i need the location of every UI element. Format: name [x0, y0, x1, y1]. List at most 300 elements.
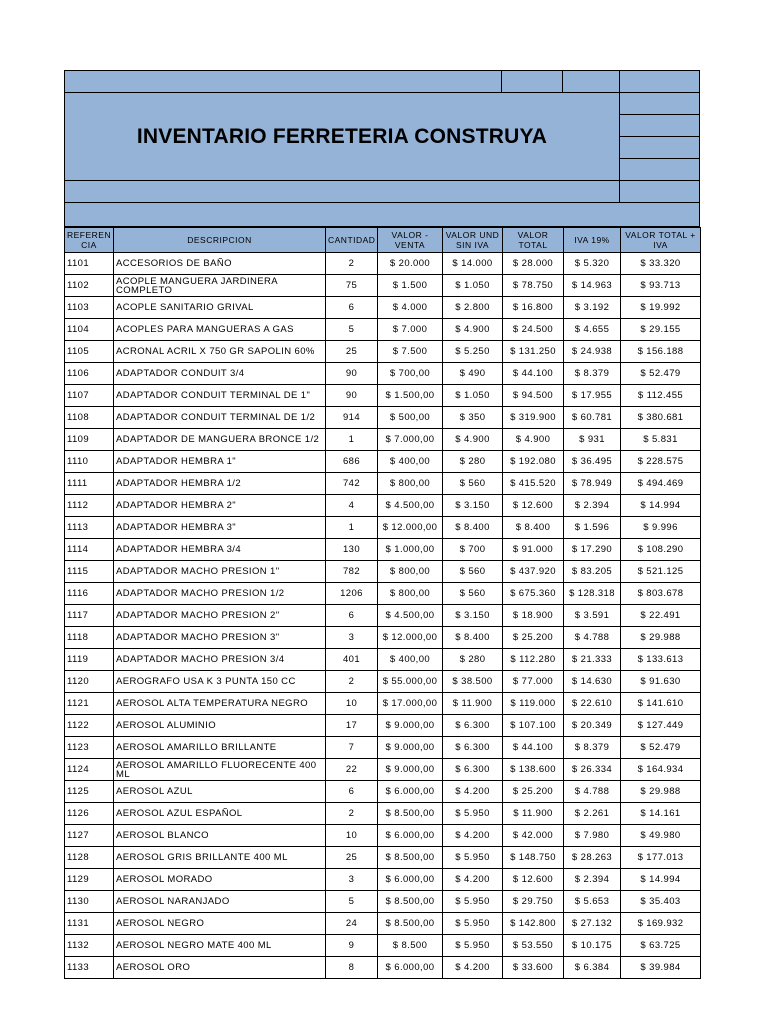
cell-qty[interactable]: 5 [326, 891, 378, 913]
cell-iva[interactable]: $ 2.394 [564, 495, 621, 517]
cell-sin-iva[interactable]: $ 1.050 [443, 275, 503, 297]
cell-iva[interactable]: $ 3.591 [564, 605, 621, 627]
cell-total[interactable]: $ 12.600 [503, 495, 564, 517]
cell-qty[interactable]: 6 [326, 605, 378, 627]
cell-total[interactable]: $ 29.750 [503, 891, 564, 913]
cell-iva[interactable]: $ 78.949 [564, 473, 621, 495]
cell-qty[interactable]: 17 [326, 715, 378, 737]
cell-desc[interactable]: ADAPTADOR MACHO PRESION 3/4 [114, 649, 326, 671]
cell-total[interactable]: $ 131.250 [503, 341, 564, 363]
cell-sin-iva[interactable]: $ 5.950 [443, 891, 503, 913]
cell-venta[interactable]: $ 800,00 [378, 561, 443, 583]
cell[interactable] [620, 181, 700, 203]
cell-qty[interactable]: 742 [326, 473, 378, 495]
column-header-ref[interactable]: REFEREN CIA [65, 228, 114, 253]
cell-ref[interactable]: 1117 [65, 605, 114, 627]
cell-sin-iva[interactable]: $ 3.150 [443, 495, 503, 517]
cell-total[interactable]: $ 112.280 [503, 649, 564, 671]
cell-venta[interactable]: $ 20.000 [378, 253, 443, 275]
cell-total-iva[interactable]: $ 29.988 [621, 781, 701, 803]
cell-venta[interactable]: $ 700,00 [378, 363, 443, 385]
cell[interactable] [620, 159, 700, 181]
cell-qty[interactable]: 22 [326, 759, 378, 781]
column-header-desc[interactable]: DESCRIPCION [114, 228, 326, 253]
cell-iva[interactable]: $ 17.955 [564, 385, 621, 407]
cell-ref[interactable]: 1113 [65, 517, 114, 539]
cell-iva[interactable]: $ 3.192 [564, 297, 621, 319]
cell-qty[interactable]: 5 [326, 319, 378, 341]
cell-total-iva[interactable]: $ 141.610 [621, 693, 701, 715]
cell-qty[interactable]: 2 [326, 253, 378, 275]
cell-sin-iva[interactable]: $ 280 [443, 451, 503, 473]
cell-ref[interactable]: 1112 [65, 495, 114, 517]
cell-desc[interactable]: ADAPTADOR CONDUIT 3/4 [114, 363, 326, 385]
cell-sin-iva[interactable]: $ 14.000 [443, 253, 503, 275]
cell-venta[interactable]: $ 6.000,00 [378, 869, 443, 891]
cell-desc[interactable]: AEROSOL GRIS BRILLANTE 400 ML [114, 847, 326, 869]
title-cell[interactable] [64, 93, 620, 181]
cell-iva[interactable]: $ 6.384 [564, 957, 621, 979]
table-row [65, 759, 701, 781]
cell-sin-iva[interactable]: $ 8.400 [443, 627, 503, 649]
column-header-total[interactable]: VALOR TOTAL [503, 228, 564, 253]
cell-sin-iva[interactable]: $ 280 [443, 649, 503, 671]
cell-total[interactable]: $ 33.600 [503, 957, 564, 979]
cell-qty[interactable]: 10 [326, 693, 378, 715]
cell-iva[interactable]: $ 8.379 [564, 737, 621, 759]
cell-iva[interactable]: $ 21.333 [564, 649, 621, 671]
cell-ref[interactable]: 1102 [65, 275, 114, 297]
cell-venta[interactable]: $ 1.500,00 [378, 385, 443, 407]
cell-desc[interactable]: ADAPTADOR HEMBRA 3/4 [114, 539, 326, 561]
column-header-iva[interactable]: IVA 19% [564, 228, 621, 253]
cell-ref[interactable]: 1107 [65, 385, 114, 407]
cell-sin-iva[interactable]: $ 700 [443, 539, 503, 561]
cell-iva[interactable]: $ 5.320 [564, 253, 621, 275]
cell-sin-iva[interactable]: $ 5.950 [443, 803, 503, 825]
cell-desc[interactable]: AEROSOL AZUL ESPAÑOL [114, 803, 326, 825]
cell-total-iva[interactable]: $ 35.403 [621, 891, 701, 913]
cell-total-iva[interactable]: $ 93.713 [621, 275, 701, 297]
cell-iva[interactable]: $ 2.394 [564, 869, 621, 891]
cell-sin-iva[interactable]: $ 38.500 [443, 671, 503, 693]
cell-ref[interactable]: 1133 [65, 957, 114, 979]
cell-iva[interactable]: $ 14.963 [564, 275, 621, 297]
cell-sin-iva[interactable]: $ 6.300 [443, 715, 503, 737]
cell-qty[interactable]: 401 [326, 649, 378, 671]
cell-iva[interactable]: $ 27.132 [564, 913, 621, 935]
cell-desc[interactable]: AEROSOL ALUMINIO [114, 715, 326, 737]
cell-total[interactable]: $ 16.800 [503, 297, 564, 319]
cell-desc[interactable]: ADAPTADOR HEMBRA 3" [114, 517, 326, 539]
cell-qty[interactable]: 90 [326, 363, 378, 385]
cell-venta[interactable]: $ 800,00 [378, 473, 443, 495]
cell-total-iva[interactable]: $ 52.479 [621, 737, 701, 759]
cell-qty[interactable]: 7 [326, 737, 378, 759]
cell-qty[interactable]: 4 [326, 495, 378, 517]
cell-desc[interactable]: ADAPTADOR DE MANGUERA BRONCE 1/2 [114, 429, 326, 451]
cell-ref[interactable]: 1131 [65, 913, 114, 935]
cell[interactable] [502, 71, 563, 93]
cell-total[interactable]: $ 78.750 [503, 275, 564, 297]
cell-sin-iva[interactable]: $ 3.150 [443, 605, 503, 627]
cell-iva[interactable]: $ 14.630 [564, 671, 621, 693]
cell-desc[interactable]: ADAPTADOR MACHO PRESION 3" [114, 627, 326, 649]
cell-total-iva[interactable]: $ 521.125 [621, 561, 701, 583]
cell-total[interactable]: $ 119.000 [503, 693, 564, 715]
cell-venta[interactable]: $ 6.000,00 [378, 781, 443, 803]
cell-ref[interactable]: 1125 [65, 781, 114, 803]
cell-desc[interactable]: ADAPTADOR CONDUIT TERMINAL DE 1/2 [114, 407, 326, 429]
cell-total[interactable]: $ 437.920 [503, 561, 564, 583]
cell-venta[interactable]: $ 17.000,00 [378, 693, 443, 715]
table-row [65, 781, 701, 803]
cell-total[interactable]: $ 91.000 [503, 539, 564, 561]
cell-desc[interactable]: ADAPTADOR HEMBRA 1" [114, 451, 326, 473]
cell-ref[interactable]: 1127 [65, 825, 114, 847]
cell-ref[interactable]: 1103 [65, 297, 114, 319]
cell-ref[interactable]: 1126 [65, 803, 114, 825]
cell-ref[interactable]: 1106 [65, 363, 114, 385]
table-row [65, 275, 701, 297]
cell-sin-iva[interactable]: $ 4.200 [443, 825, 503, 847]
cell-ref[interactable]: 1109 [65, 429, 114, 451]
cell-desc[interactable]: ADAPTADOR MACHO PRESION 1" [114, 561, 326, 583]
cell-iva[interactable]: $ 20.349 [564, 715, 621, 737]
cell-sin-iva[interactable]: $ 350 [443, 407, 503, 429]
cell-sin-iva[interactable]: $ 6.300 [443, 737, 503, 759]
cell-total[interactable]: $ 44.100 [503, 737, 564, 759]
cell-qty[interactable]: 6 [326, 781, 378, 803]
cell-desc[interactable]: AEROSOL NEGRO MATE 400 ML [114, 935, 326, 957]
column-header-total-iva[interactable]: VALOR TOTAL + IVA [621, 228, 701, 253]
column-header-row [65, 228, 701, 253]
cell-sin-iva[interactable]: $ 4.200 [443, 781, 503, 803]
cell-ref[interactable]: 1105 [65, 341, 114, 363]
cell-iva[interactable]: $ 1.596 [564, 517, 621, 539]
cell-venta[interactable]: $ 8.500,00 [378, 847, 443, 869]
cell-iva[interactable]: $ 17.290 [564, 539, 621, 561]
title-side-cells [620, 93, 700, 181]
cell-desc[interactable]: ACOPLES PARA MANGUERAS A GAS [114, 319, 326, 341]
column-header-qty[interactable]: CANTIDAD [326, 228, 378, 253]
cell-iva[interactable]: $ 2.261 [564, 803, 621, 825]
cell-iva[interactable]: $ 4.788 [564, 627, 621, 649]
cell-qty[interactable]: 10 [326, 825, 378, 847]
cell-ref[interactable]: 1101 [65, 253, 114, 275]
cell-sin-iva[interactable]: $ 4.900 [443, 319, 503, 341]
cell-sin-iva[interactable]: $ 5.950 [443, 935, 503, 957]
cell-venta[interactable]: $ 6.000,00 [378, 957, 443, 979]
cell-sin-iva[interactable]: $ 560 [443, 473, 503, 495]
cell-desc[interactable]: ACOPLE SANITARIO GRIVAL [114, 297, 326, 319]
cell-qty[interactable]: 3 [326, 869, 378, 891]
cell-sin-iva[interactable]: $ 8.400 [443, 517, 503, 539]
cell-qty[interactable]: 75 [326, 275, 378, 297]
cell-iva[interactable]: $ 5.653 [564, 891, 621, 913]
table-row [65, 869, 701, 891]
cell-total-iva[interactable]: $ 133.613 [621, 649, 701, 671]
cell-total-iva[interactable]: $ 14.994 [621, 869, 701, 891]
cell-total-iva[interactable]: $ 29.155 [621, 319, 701, 341]
cell-venta[interactable]: $ 12.000,00 [378, 627, 443, 649]
cell-iva[interactable]: $ 4.788 [564, 781, 621, 803]
table-row [65, 605, 701, 627]
cell-desc[interactable]: ADAPTADOR CONDUIT TERMINAL DE 1" [114, 385, 326, 407]
cell-sin-iva[interactable]: $ 6.300 [443, 759, 503, 781]
cell-venta[interactable]: $ 6.000,00 [378, 825, 443, 847]
cell-iva[interactable]: $ 83.205 [564, 561, 621, 583]
cell-venta[interactable]: $ 8.500,00 [378, 913, 443, 935]
cell-qty[interactable]: 1206 [326, 583, 378, 605]
cell-desc[interactable]: AEROSOL NARANJADO [114, 891, 326, 913]
cell-total-iva[interactable]: $ 19.992 [621, 297, 701, 319]
cell-total-iva[interactable]: $ 91.630 [621, 671, 701, 693]
cell-ref[interactable]: 1130 [65, 891, 114, 913]
cell-total-iva[interactable]: $ 177.013 [621, 847, 701, 869]
cell-venta[interactable]: $ 55.000,00 [378, 671, 443, 693]
table-row [65, 627, 701, 649]
cell-venta[interactable]: $ 9.000,00 [378, 715, 443, 737]
cell-total[interactable]: $ 142.800 [503, 913, 564, 935]
cell-total[interactable]: $ 25.200 [503, 627, 564, 649]
header-top-row [64, 70, 700, 93]
cell-qty[interactable]: 25 [326, 847, 378, 869]
cell-total-iva[interactable]: $ 156.188 [621, 341, 701, 363]
cell-sin-iva[interactable]: $ 5.950 [443, 913, 503, 935]
cell-desc[interactable]: AEROSOL ALTA TEMPERATURA NEGRO [114, 693, 326, 715]
cell-total[interactable]: $ 675.360 [503, 583, 564, 605]
cell-total-iva[interactable]: $ 169.932 [621, 913, 701, 935]
cell-sin-iva[interactable]: $ 4.200 [443, 957, 503, 979]
cell-qty[interactable]: 2 [326, 803, 378, 825]
cell-sin-iva[interactable]: $ 2.800 [443, 297, 503, 319]
cell-venta[interactable]: $ 9.000,00 [378, 737, 443, 759]
cell-ref[interactable]: 1114 [65, 539, 114, 561]
cell-desc[interactable]: AEROSOL NEGRO [114, 913, 326, 935]
column-header-venta[interactable]: VALOR - VENTA [378, 228, 443, 253]
cell-total-iva[interactable]: $ 803.678 [621, 583, 701, 605]
cell-desc[interactable]: ACRONAL ACRIL X 750 GR SAPOLIN 60% [114, 341, 326, 363]
cell-total[interactable]: $ 18.900 [503, 605, 564, 627]
cell-ref[interactable]: 1119 [65, 649, 114, 671]
cell-ref[interactable]: 1124 [65, 759, 114, 781]
cell-ref[interactable]: 1118 [65, 627, 114, 649]
cell-total-iva[interactable]: $ 63.725 [621, 935, 701, 957]
cell-venta[interactable]: $ 400,00 [378, 649, 443, 671]
cell-total-iva[interactable]: $ 52.479 [621, 363, 701, 385]
cell-qty[interactable]: 130 [326, 539, 378, 561]
cell-ref[interactable]: 1128 [65, 847, 114, 869]
cell-qty[interactable]: 8 [326, 957, 378, 979]
cell-total[interactable]: $ 8.400 [503, 517, 564, 539]
cell-total-iva[interactable]: $ 127.449 [621, 715, 701, 737]
cell-desc[interactable]: ADAPTADOR MACHO PRESION 2" [114, 605, 326, 627]
cell-qty[interactable]: 686 [326, 451, 378, 473]
cell-total[interactable]: $ 25.200 [503, 781, 564, 803]
cell-iva[interactable]: $ 8.379 [564, 363, 621, 385]
cell-total-iva[interactable]: $ 39.984 [621, 957, 701, 979]
cell-total-iva[interactable]: $ 112.455 [621, 385, 701, 407]
cell-iva[interactable]: $ 24.938 [564, 341, 621, 363]
cell-total[interactable]: $ 44.100 [503, 363, 564, 385]
cell-venta[interactable]: $ 8.500 [378, 935, 443, 957]
cell-total-iva[interactable]: $ 380.681 [621, 407, 701, 429]
table-row [65, 495, 701, 517]
cell-desc[interactable]: AEROSOL MORADO [114, 869, 326, 891]
cell-total[interactable]: $ 138.600 [503, 759, 564, 781]
cell-total[interactable]: $ 53.550 [503, 935, 564, 957]
cell-total[interactable]: $ 12.600 [503, 869, 564, 891]
cell-qty[interactable]: 24 [326, 913, 378, 935]
cell[interactable] [563, 71, 620, 93]
cell-ref[interactable]: 1121 [65, 693, 114, 715]
cell-desc[interactable]: ADAPTADOR HEMBRA 1/2 [114, 473, 326, 495]
cell-total[interactable]: $ 28.000 [503, 253, 564, 275]
cell-sin-iva[interactable]: $ 11.900 [443, 693, 503, 715]
cell-total[interactable]: $ 11.900 [503, 803, 564, 825]
cell-total[interactable]: $ 148.750 [503, 847, 564, 869]
cell[interactable] [620, 115, 700, 137]
cell-desc[interactable]: AEROGRAFO USA K 3 PUNTA 150 CC [114, 671, 326, 693]
cell-total[interactable]: $ 94.500 [503, 385, 564, 407]
cell-sin-iva[interactable]: $ 4.200 [443, 869, 503, 891]
cell-venta[interactable]: $ 4.000 [378, 297, 443, 319]
cell-ref[interactable]: 1129 [65, 869, 114, 891]
cell-qty[interactable]: 25 [326, 341, 378, 363]
blank-row[interactable] [64, 203, 700, 227]
cell-venta[interactable]: $ 1.000,00 [378, 539, 443, 561]
cell-venta[interactable]: $ 4.500,00 [378, 495, 443, 517]
cell-total[interactable]: $ 107.100 [503, 715, 564, 737]
cell-total-iva[interactable]: $ 164.934 [621, 759, 701, 781]
cell-total-iva[interactable]: $ 108.290 [621, 539, 701, 561]
cell[interactable] [620, 93, 700, 115]
cell-sin-iva[interactable]: $ 1.050 [443, 385, 503, 407]
cell-sin-iva[interactable]: $ 490 [443, 363, 503, 385]
cell-qty[interactable]: 2 [326, 671, 378, 693]
cell-iva[interactable]: $ 26.334 [564, 759, 621, 781]
cell-qty[interactable]: 914 [326, 407, 378, 429]
cell-total-iva[interactable]: $ 22.491 [621, 605, 701, 627]
table-row [65, 429, 701, 451]
table-row [65, 253, 701, 275]
column-header-sin-iva[interactable]: VALOR UND SIN IVA [443, 228, 503, 253]
cell-qty[interactable]: 3 [326, 627, 378, 649]
cell-desc[interactable]: AEROSOL AMARILLO FLUORECENTE 400 ML [114, 759, 326, 781]
cell-qty[interactable]: 1 [326, 429, 378, 451]
cell-ref[interactable]: 1116 [65, 583, 114, 605]
cell-iva[interactable]: $ 931 [564, 429, 621, 451]
cell-ref[interactable]: 1110 [65, 451, 114, 473]
cell[interactable] [620, 71, 700, 93]
cell-iva[interactable]: $ 36.495 [564, 451, 621, 473]
cell-iva[interactable]: $ 128.318 [564, 583, 621, 605]
cell-ref[interactable]: 1104 [65, 319, 114, 341]
cell-ref[interactable]: 1122 [65, 715, 114, 737]
cell-total[interactable]: $ 42.000 [503, 825, 564, 847]
cell-venta[interactable]: $ 800,00 [378, 583, 443, 605]
cell-desc[interactable]: AEROSOL BLANCO [114, 825, 326, 847]
cell-qty[interactable]: 9 [326, 935, 378, 957]
cell-desc[interactable]: ACCESORIOS DE BAÑO [114, 253, 326, 275]
cell-ref[interactable]: 1115 [65, 561, 114, 583]
cell-total-iva[interactable]: $ 5.831 [621, 429, 701, 451]
cell-qty[interactable]: 6 [326, 297, 378, 319]
cell-venta[interactable]: $ 500,00 [378, 407, 443, 429]
cell-total-iva[interactable]: $ 49.980 [621, 825, 701, 847]
table-row [65, 825, 701, 847]
cell-iva[interactable]: $ 60.781 [564, 407, 621, 429]
cell-venta[interactable]: $ 7.000 [378, 319, 443, 341]
cell-iva[interactable]: $ 22.610 [564, 693, 621, 715]
cell-sin-iva[interactable]: $ 5.250 [443, 341, 503, 363]
cell-desc[interactable]: ADAPTADOR HEMBRA 2" [114, 495, 326, 517]
cell-total[interactable]: $ 415.520 [503, 473, 564, 495]
cell-venta[interactable]: $ 7.500 [378, 341, 443, 363]
spreadsheet [64, 70, 700, 979]
cell-total-iva[interactable]: $ 494.469 [621, 473, 701, 495]
title-block [64, 93, 700, 181]
cell-desc[interactable]: AEROSOL ORO [114, 957, 326, 979]
cell-sin-iva[interactable]: $ 560 [443, 583, 503, 605]
cell-venta[interactable]: $ 4.500,00 [378, 605, 443, 627]
cell-venta[interactable]: $ 7.000,00 [378, 429, 443, 451]
cell-sin-iva[interactable]: $ 4.900 [443, 429, 503, 451]
cell-total-iva[interactable]: $ 14.994 [621, 495, 701, 517]
cell-total-iva[interactable]: $ 33.320 [621, 253, 701, 275]
cell-sin-iva[interactable]: $ 560 [443, 561, 503, 583]
cell-total-iva[interactable]: $ 29.988 [621, 627, 701, 649]
cell-venta[interactable]: $ 8.500,00 [378, 891, 443, 913]
cell-total[interactable]: $ 4.900 [503, 429, 564, 451]
cell-ref[interactable]: 1120 [65, 671, 114, 693]
cell-total[interactable]: $ 24.500 [503, 319, 564, 341]
cell-venta[interactable]: $ 8.500,00 [378, 803, 443, 825]
cell-total[interactable]: $ 319.900 [503, 407, 564, 429]
cell-ref[interactable]: 1111 [65, 473, 114, 495]
cell-total-iva[interactable]: $ 228.575 [621, 451, 701, 473]
cell-ref[interactable]: 1123 [65, 737, 114, 759]
cell-desc[interactable]: AEROSOL AMARILLO BRILLANTE [114, 737, 326, 759]
cell-iva[interactable]: $ 10.175 [564, 935, 621, 957]
cell-desc[interactable]: AEROSOL AZUL [114, 781, 326, 803]
cell-total-iva[interactable]: $ 14.161 [621, 803, 701, 825]
cell-iva[interactable]: $ 7.980 [564, 825, 621, 847]
cell-qty[interactable]: 782 [326, 561, 378, 583]
cell-ref[interactable]: 1108 [65, 407, 114, 429]
cell[interactable] [64, 71, 502, 93]
cell-total[interactable]: $ 192.080 [503, 451, 564, 473]
cell-sin-iva[interactable]: $ 5.950 [443, 847, 503, 869]
cell-venta[interactable]: $ 400,00 [378, 451, 443, 473]
cell-total-iva[interactable]: $ 9.996 [621, 517, 701, 539]
cell-desc[interactable]: ADAPTADOR MACHO PRESION 1/2 [114, 583, 326, 605]
cell-iva[interactable]: $ 28.263 [564, 847, 621, 869]
cell-desc[interactable]: ACOPLE MANGUERA JARDINERA COMPLETO [114, 275, 326, 297]
table-body [65, 253, 701, 979]
cell-qty[interactable]: 90 [326, 385, 378, 407]
cell-venta[interactable]: $ 9.000,00 [378, 759, 443, 781]
cell-total[interactable]: $ 77.000 [503, 671, 564, 693]
cell[interactable] [620, 137, 700, 159]
cell[interactable] [64, 181, 620, 203]
cell-iva[interactable]: $ 4.655 [564, 319, 621, 341]
cell-venta[interactable]: $ 12.000,00 [378, 517, 443, 539]
cell-ref[interactable]: 1132 [65, 935, 114, 957]
cell-qty[interactable]: 1 [326, 517, 378, 539]
cell-venta[interactable]: $ 1.500 [378, 275, 443, 297]
